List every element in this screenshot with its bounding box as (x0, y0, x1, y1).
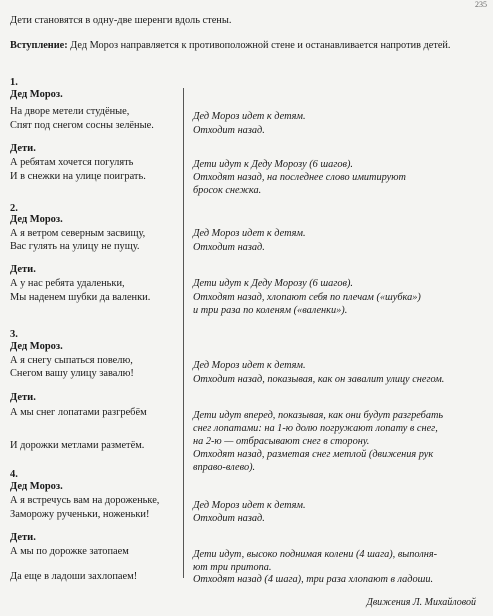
verse-line: Вас гулять на улицу не пущу. (10, 241, 140, 252)
stage-direction: Отходит назад. (193, 242, 265, 253)
verse-line: А я снегу сыпаться повелю, (10, 355, 133, 366)
verse-line: А ребятам хочется погулять (10, 157, 134, 168)
lead-text: Дед Мороз направляется к противоположной стене и останавливается напротив детей. (67, 40, 451, 51)
column-divider (183, 88, 184, 578)
page-number: 235 (475, 0, 487, 9)
section-number: 3. (10, 329, 18, 340)
speaker-label: Дети. (10, 532, 36, 543)
section-number: 4. (10, 469, 18, 480)
speaker-label: Дети. (10, 143, 36, 154)
speaker-label: Дети. (10, 264, 36, 275)
stage-direction: Дети идут к Деду Морозу (6 шагов). (193, 278, 353, 289)
speaker-label: Дед Мороз. (10, 481, 63, 492)
verse-line: Мы наденем шубки да валенки. (10, 292, 151, 303)
verse-line: На дворе метели студёные, (10, 106, 130, 117)
stage-direction: снег лопатами: на 1-ю долю погружают лопату в снег, (193, 423, 438, 434)
speaker-label: Дед Мороз. (10, 341, 63, 352)
stage-direction: Отходят назад (4 шага), три раза хлопают в ладоши. (193, 574, 434, 585)
stage-direction: Дети идут, высоко поднимая колени (4 шага), выполня- (193, 549, 438, 560)
verse-line: А я ветром северным засвищу, (10, 228, 146, 239)
stage-direction: Отходят назад, на последнее слово имитируют (193, 172, 406, 183)
stage-direction: Отходит назад, показывая, как он завалит улицу снегом. (193, 374, 445, 385)
verse-line: Да еще в ладоши захлопаем! (10, 571, 138, 582)
stage-direction: Отходит назад. (193, 125, 265, 136)
lead-paragraph (10, 40, 486, 53)
speaker-label: Дети. (10, 392, 36, 403)
speaker-label: Дед Мороз. (10, 214, 63, 225)
lead-label: Вступление: (10, 40, 68, 51)
verse-line: Снегом вашу улицу завалю! (10, 368, 134, 379)
verse-line: И дорожки метлами разметём. (10, 440, 145, 451)
stage-direction: Дети идут вперед, показывая, как они будут разгребать (193, 410, 444, 421)
choreography-credit: Движения Л. Михайловой (366, 597, 476, 608)
stage-direction: вправо-влево). (193, 462, 256, 473)
intro-text: Дети становятся в одну-две шеренги вдоль стены. (10, 15, 232, 26)
section-number: 2. (10, 203, 18, 214)
stage-direction: Дед Мороз идет к детям. (193, 360, 306, 371)
stage-direction: Отходят назад, разметая снег метлой (движения рук (193, 449, 434, 460)
stage-direction: на 2-ю — отбрасывают снег в сторону. (193, 436, 370, 447)
verse-line: Спят под снегом сосны зелёные. (10, 120, 154, 131)
stage-direction: Отходят назад, хлопают себя по плечам («шубка») (193, 292, 421, 303)
stage-direction: Дед Мороз идет к детям. (193, 500, 306, 511)
verse-line: Заморожу рученьки, ноженьки! (10, 509, 150, 520)
verse-line: А мы снег лопатами разгребём (10, 407, 147, 418)
stage-direction: бросок снежка. (193, 185, 262, 196)
verse-line: А я встречусь вам на дороженьке, (10, 495, 160, 506)
stage-direction: ют три притопа. (193, 562, 272, 573)
verse-line: И в снежки на улице поиграть. (10, 171, 146, 182)
stage-direction: Дети идут к Деду Морозу (6 шагов). (193, 159, 353, 170)
stage-direction: Дед Мороз идет к детям. (193, 111, 306, 122)
verse-line: А у нас ребята удаленьки, (10, 278, 125, 289)
stage-direction: Дед Мороз идет к детям. (193, 228, 306, 239)
speaker-label: Дед Мороз. (10, 89, 63, 100)
stage-direction: Отходит назад. (193, 513, 265, 524)
verse-line: А мы по дорожке затопаем (10, 546, 129, 557)
section-number: 1. (10, 77, 18, 88)
stage-direction: и три раза по коленям («валенки»). (193, 305, 348, 316)
